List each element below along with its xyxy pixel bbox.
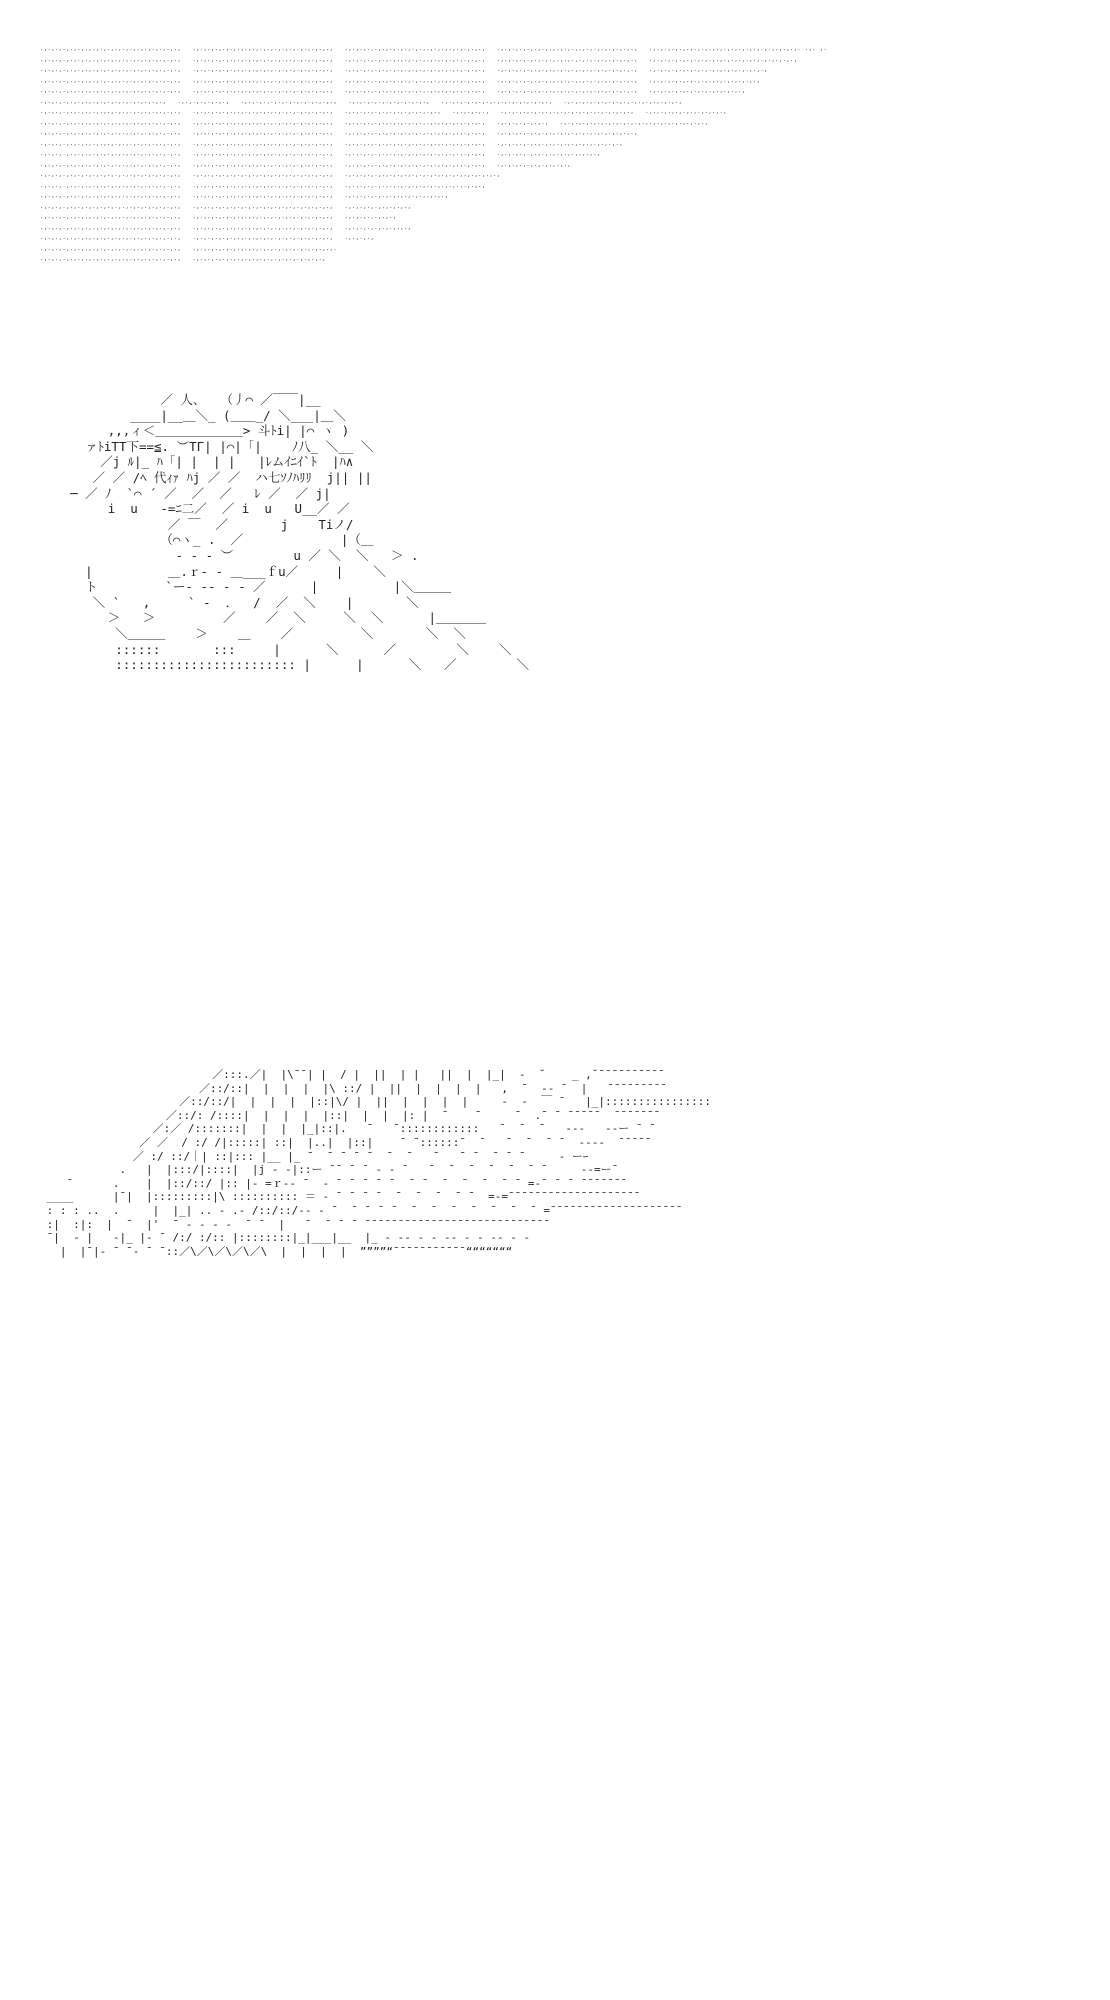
dotted-pattern-art: .,.,.,.,.,.,.,.,.,.,.,.,.,.,.,.,.,.,., .,.,.,.,.,.,.,.,.,.,.,.,.,.,.,.,.,.,., .,.,.,.,.,.,.,.,.,.,.,.,.,.,.,.,.,.,., .,.,.,.,.,.,.,.,.,.,.,.,.,.,.,.,.,.,., .,.,.,.,.,.,.,.,.,.,.,.,.,.,.,.,.,.,.,.,. .,. ,. .,.,.,.,.,.,.,.,.,.,.,.,.,.,.,.,.,.,., .,.,.,.,.,.,.,.,.,.,.,.,.,.,.,.,.,.,., .,.,.,.,.,.,.,.,.,.,.,.,.,.,.,.,.,.,., .,.,.,.,.,.,.,.,.,.,.,.,.,.,.,.,.,.,., .,.,.,.,.,.,.,.,.,.,.,.,.,.,.,.,.,.,.,., .,.,.,.,.,.,.,.,.,.,.,.,.,.,.,.,.,.,., .,.,.,.,.,.,.,.,.,.,.,.,.,.,.,.,.,.,., .,.,.,.,.,.,.,.,.,.,.,.,.,.,.,.,.,.,., .,.,.,.,.,.,.,.,.,.,.,.,.,.,.,.,.,.,., .,.,.,.,.,.,.,.,.,.,.,.,.,.,.,., .,.,.,.,.,.,.,.,.,.,.,.,.,.,.,.,.,.,., .,.,.,.,.,.,.,.,.,.,.,.,.,.,.,.,.,.,., .,.,.,.,.,.,.,.,.,.,.,.,.,.,.,.,.,.,., .,.,.,.,.,.,.,.,.,.,.,.,.,.,.,.,.,.,., .,.,.,.,.,.,.,.,.,.,.,.,.,.,., .,.,.,.,.,.,.,.,.,.,.,.,.,.,.,.,.,.,., .,.,.,.,.,.,.,.,.,.,.,.,.,.,.,.,.,.,., .,.,.,.,.,.,.,.,.,.,.,.,.,.,.,.,.,.,., .,.,.,.,.,.,.,.,.,.,.,.,.,.,.,.,.,.,., .,.,.,.,.,.,.,.,.,.,.,.,., .,.,.,.,.,.,.,.,.,.,.,.,.,.,.,.,., .,.,.,.,.,.,., .,.,.,.,.,.,.,.,.,.,.,.,., .,.,.,.,.,.,.,.,.,.,., .,.,.,.,.,.,.,.,.,.,.,.,.,.,., .,.,.,.,.,.,.,.,.,.,.,.,.,.,.,., .,.,.,.,.,.,.,.,.,.,.,.,.,.,.,.,.,.,., .,.,.,.,.,.,.,.,.,.,.,.,.,.,.,.,.,.,., .,.,.,.,.,.,.,.,.,.,.,.,., .,.,.,.,., .,.,.,.,.,.,.,.,.,.,.,.,.,.,.,.,.,., .,.,.,.,.,.,.,.,.,.,., .,.,.,.,.,.,.,.,.,.,.,.,.,.,.,.,.,.,., .,.,.,.,.,.,.,.,.,.,.,.,.,.,.,.,.,.,., .,.,.,.,.,.,.,.,.,.,.,.,.,.,.,.,.,.,., .,.,.,.,.,.,., .,.,.,.,.,.,.,.,.,.,.,.,.,.,.,.,.,.,.,., .,.,.,.,.,.,.,.,.,.,.,.,.,.,.,.,.,.,., .,.,.,.,.,.,.,.,.,.,.,.,.,.,.,.,.,.,., .,.,.,.,.,.,.,.,.,.,.,.,.,.,.,.,.,.,., .,.,.,.,.,.,.,.,.,.,.,.,.,.,.,.,.,.,., .,.,.,.,.,.,.,.,.,.,.,.,.,.,.,.,.,.,., .,.,.,.,.,.,.,.,.,.,.,.,.,.,.,.,.,.,., .,.,.,.,.,.,.,.,.,.,.,.,.,.,.,.,.,.,., .,.,.,.,.,.,.,.,.,.,.,.,.,.,.,.,., .,.,.,.,.,.,.,.,.,.,.,.,.,.,.,.,.,.,., .,.,.,.,.,.,.,.,.,.,.,.,.,.,.,.,.,.,., .,.,.,.,.,.,.,.,.,.,.,.,.,.,.,.,.,.,., .,.,.,.,.,.,.,.,.,.,.,.,.,., .,.,.,.,.,.,.,.,.,.,.,.,.,.,.,.,.,.,., .,.,.,.,.,.,.,.,.,.,.,.,.,.,.,.,.,.,., .,.,.,.,.,.,.,.,.,.,.,.,.,.,.,.,.,.,., .,.,.,.,.,.,.,.,.,., .,.,.,.,.,.,.,.,.,.,.,.,.,.,.,.,.,.,., .,.,.,.,.,.,.,.,.,.,.,.,.,.,.,.,.,.,., .,.,.,.,.,.,.,.,.,.,.,.,.,.,.,.,.,.,.,.,., .,.,.,.,.,.,.,.,.,.,.,.,.,.,.,.,.,.,., .,.,.,.,.,.,.,.,.,.,.,.,.,.,.,.,.,.,., .,.,.,.,.,.,.,.,.,.,.,.,.,.,.,.,.,.,., .,.,.,.,.,.,.,.,.,.,.,.,.,.,.,.,.,.,., .,.,.,.,.,.,.,.,.,.,.,.,.,.,.,.,.,.,., .,.,.,.,.,.,.,.,.,.,.,.,.,., .,.,.,.,.,.,.,.,.,.,.,.,.,.,.,.,.,.,., .,.,.,.,.,.,.,.,.,.,.,.,.,.,.,.,.,.,., .,.,.,.,.,.,.,.,., .,.,.,.,.,.,.,.,.,.,.,.,.,.,.,.,.,.,., .,.,.,.,.,.,.,.,.,.,.,.,.,.,.,.,.,.,., .,.,.,.,.,.,., .,.,.,.,.,.,.,.,.,.,.,.,.,.,.,.,.,.,., .,.,.,.,.,.,.,.,.,.,.,.,.,.,.,.,.,.,., .,.,.,.,.,.,.,.,., .,.,.,.,.,.,.,.,.,.,.,.,.,.,.,.,.,.,., .,.,.,.,.,.,.,.,.,.,.,.,.,.,.,.,.,.,., .,.,.,., .,.,.,.,.,.,.,.,.,.,.,.,.,.,.,.,.,.,., .,.,.,.,.,.,.,.,.,.,.,.,.,.,.,.,.,.,.,. .,.,.,.,.,.,.,.,.,.,.,.,.,.,.,.,.,.,., .,.,.,.,.,.,.,.,.,.,.,.,.,.,.,.,.,., — [40, 45, 828, 262]
bridge-landscape-art: ／:::.／| |\¯¯| | / | || | | || | |_| - ˘ _ ,˘¯¯¯¯¯¯¯¯¯¯ ／::/::| | | | |\ ::/ | || | | | | , ¯ -- ¯ | ¯¯¯¯¯¯¯¯¯ ／::/::/| | | | |::|\/ | || | | | | - - ￣ ¯ |_|:::::::::::::::: ／::/: /::::| | | | |::| | | |: | ¯ ¯ ¯ .¯ ¯ ¯¯¯¯¯ ¯¯¯¯¯¯¯ ／:／ /:::::::| | | |_|::|. ¯ ¯:::::::::::: ¯ ¯ ¯ --- --ー ¯ ¯ ／ ／ / :/ /|:::::| ::| |..| |::| ¯ ¯::::::¯ ¯ ¯ ¯ ¯ ¯ ---- ¯¯¯¯¯ ／ :/ ::/｜| ::|::: |__ |_ ¯ ¯ ¯ ¯ ¯ ¯ ¯ ¯ ¯ ¯ ¯ ¯ ¯ - ーｰ . | |:::/|::::| |j ‐ ‐|::ー ¯¯ ¯ ¯ - - ¯ ¯ ¯ ¯ ¯ ¯ ¯ ¯ --=ー¯ ¯ . | |::/::/ |:: |‐ =ｒ‐‐ ¯ ‐ ¯ ¯ ¯ ¯ ¯ ¯ ¯ ¯ ¯ ¯ ¯ ¯ =-¯ ¯ ¯ ¯¯¯¯¯¯¯ ____ |¯| |:::::::::|\ :::::::::: ＝ ‐ ¯ ¯ ¯ ¯ ¯ ¯ ¯ ¯ ¯ =-=¯¯¯¯¯¯¯¯¯¯¯¯¯¯¯¯¯¯¯¯ : : : .. . | |_| .. ‐ .- /::/::/‐‐ ‐ ¯ ¯ ¯ ¯ ¯ ¯ ¯ ¯ ¯ ¯ ¯ ¯ =¯¯¯¯¯¯¯¯¯¯¯¯¯¯¯¯¯¯¯¯ :| :|: | ¯ |' ¯ ‐ ‐ ‐ ‐ ¯ ¯ | ¯ ¯ ¯ ¯ ¯¯¯¯¯¯¯¯¯¯¯¯¯¯¯¯¯¯¯¯¯¯¯¯¯¯¯¯ ¯| ‐ | ‐|_ |‐ ¯ /:/ :/:: |::::::::|_|___|__ |_ ‐ ‐‐ ‐ ‐ ‐‐ ‐ ‐ ‐‐ ‐ ‐ | |¯|‐ ¯ ¯‐ ¯ ¯::／\／\／\／\／\ | | | | ””””“¯¯¯¯¯¯¯¯¯¯¯“““““““ — [46, 1068, 712, 1258]
character-bust-art: ／ 人、 （丿⌒ ／￣￣|__ ____|__＿＼_ (＿＿_/ ＼___|＿＼ ,,,ィ＜＿＿＿＿＿＿＿> 斗ﾄi| |⌒ ヽ ) ァﾄiTT下==≦. ︶TΓ| |⌒|「| ﾉ八_ ＼__ ＼ ／j ﾙ|_ ﾊ「| | | | |ﾚムｲﾆｲ`ﾄ |ﾊ∧ ／ ／ /ﾍ 代ｨｧ ﾊj ／ ／ ハ七ｿﾉﾊﾘﾘ j|| || ─ ／ ﾉ `⌒ ´ ／ ／ ／ ﾚ ／ ／ j| i u ‐=ﾆ二／ ／ i u U__／ ／ ／ ￣ ／ j Tiノ/ （⌒ヽ_ . ／ |（＿ ‐ ‐ ‐ ︶ u ／ ＼ ＼ ＞ . | ＿.ｒ‐ ‐ ＿___ｆu／ | ＼ ト `ー‐ ‐‐ ‐ ‐ ／ | |＼＿＿＿ ＼ ` , ` ‐ ． / ／ ＼ | ＼ ＞ ＞ ／ ／ ＼ ＼ ＼ |＿＿＿＿ ＼＿＿＿ ＞ ＿ ／ ＼ ＼ ＼ :::::: ::: | ＼ ／ ＼ ＼ :::::::::::::::::::::::: | | ＼ ／ ＼ — [70, 392, 530, 673]
